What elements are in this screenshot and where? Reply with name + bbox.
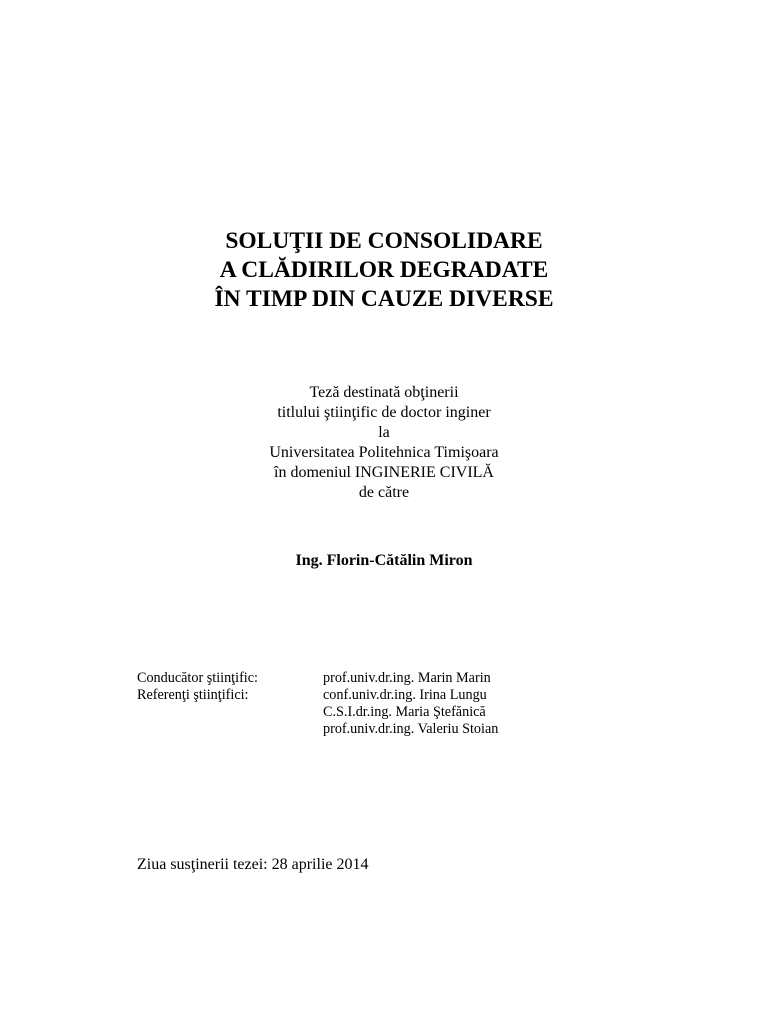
committee-list [137,670,498,738]
defense-date: Ziua susţinerii tezei: 28 aprilie 2014 [137,856,369,873]
thesis-title [0,227,768,314]
title-line: ÎN TIMP DIN CAUZE DIVERSE [214,286,554,312]
committee-row [137,670,498,687]
title-line: A CLĂDIRILOR DEGRADATE [219,257,549,283]
committee-member: conf.univ.dr.ing. Irina Lungu [323,687,487,703]
description-line: de către [358,484,410,501]
committee-member: prof.univ.dr.ing. Marin Marin [323,670,491,686]
committee-member: C.S.I.dr.ing. Maria Ştefănică [323,704,486,720]
committee-row [137,721,498,738]
description-line: la [378,424,390,441]
committee-member: prof.univ.dr.ing. Valeriu Stoian [323,721,499,737]
committee-role [137,704,323,721]
committee-role: Conducător ştiinţific: [137,670,258,686]
committee-role [137,721,323,738]
description-line: Teză destinată obţinerii [309,384,459,401]
committee-role: Referenţi ştiinţifici: [137,687,249,703]
title-line: SOLUŢII DE CONSOLIDARE [225,228,543,254]
committee-row [137,704,498,721]
thesis-description [0,383,768,503]
description-line: Universitatea Politehnica Timişoara [269,444,499,461]
author-name: Ing. Florin-Cătălin Miron [295,552,473,569]
description-line: în domeniul INGINERIE CIVILĂ [274,464,494,481]
committee-row [137,687,498,704]
description-line: titlului ştiinţific de doctor inginer [277,404,491,421]
